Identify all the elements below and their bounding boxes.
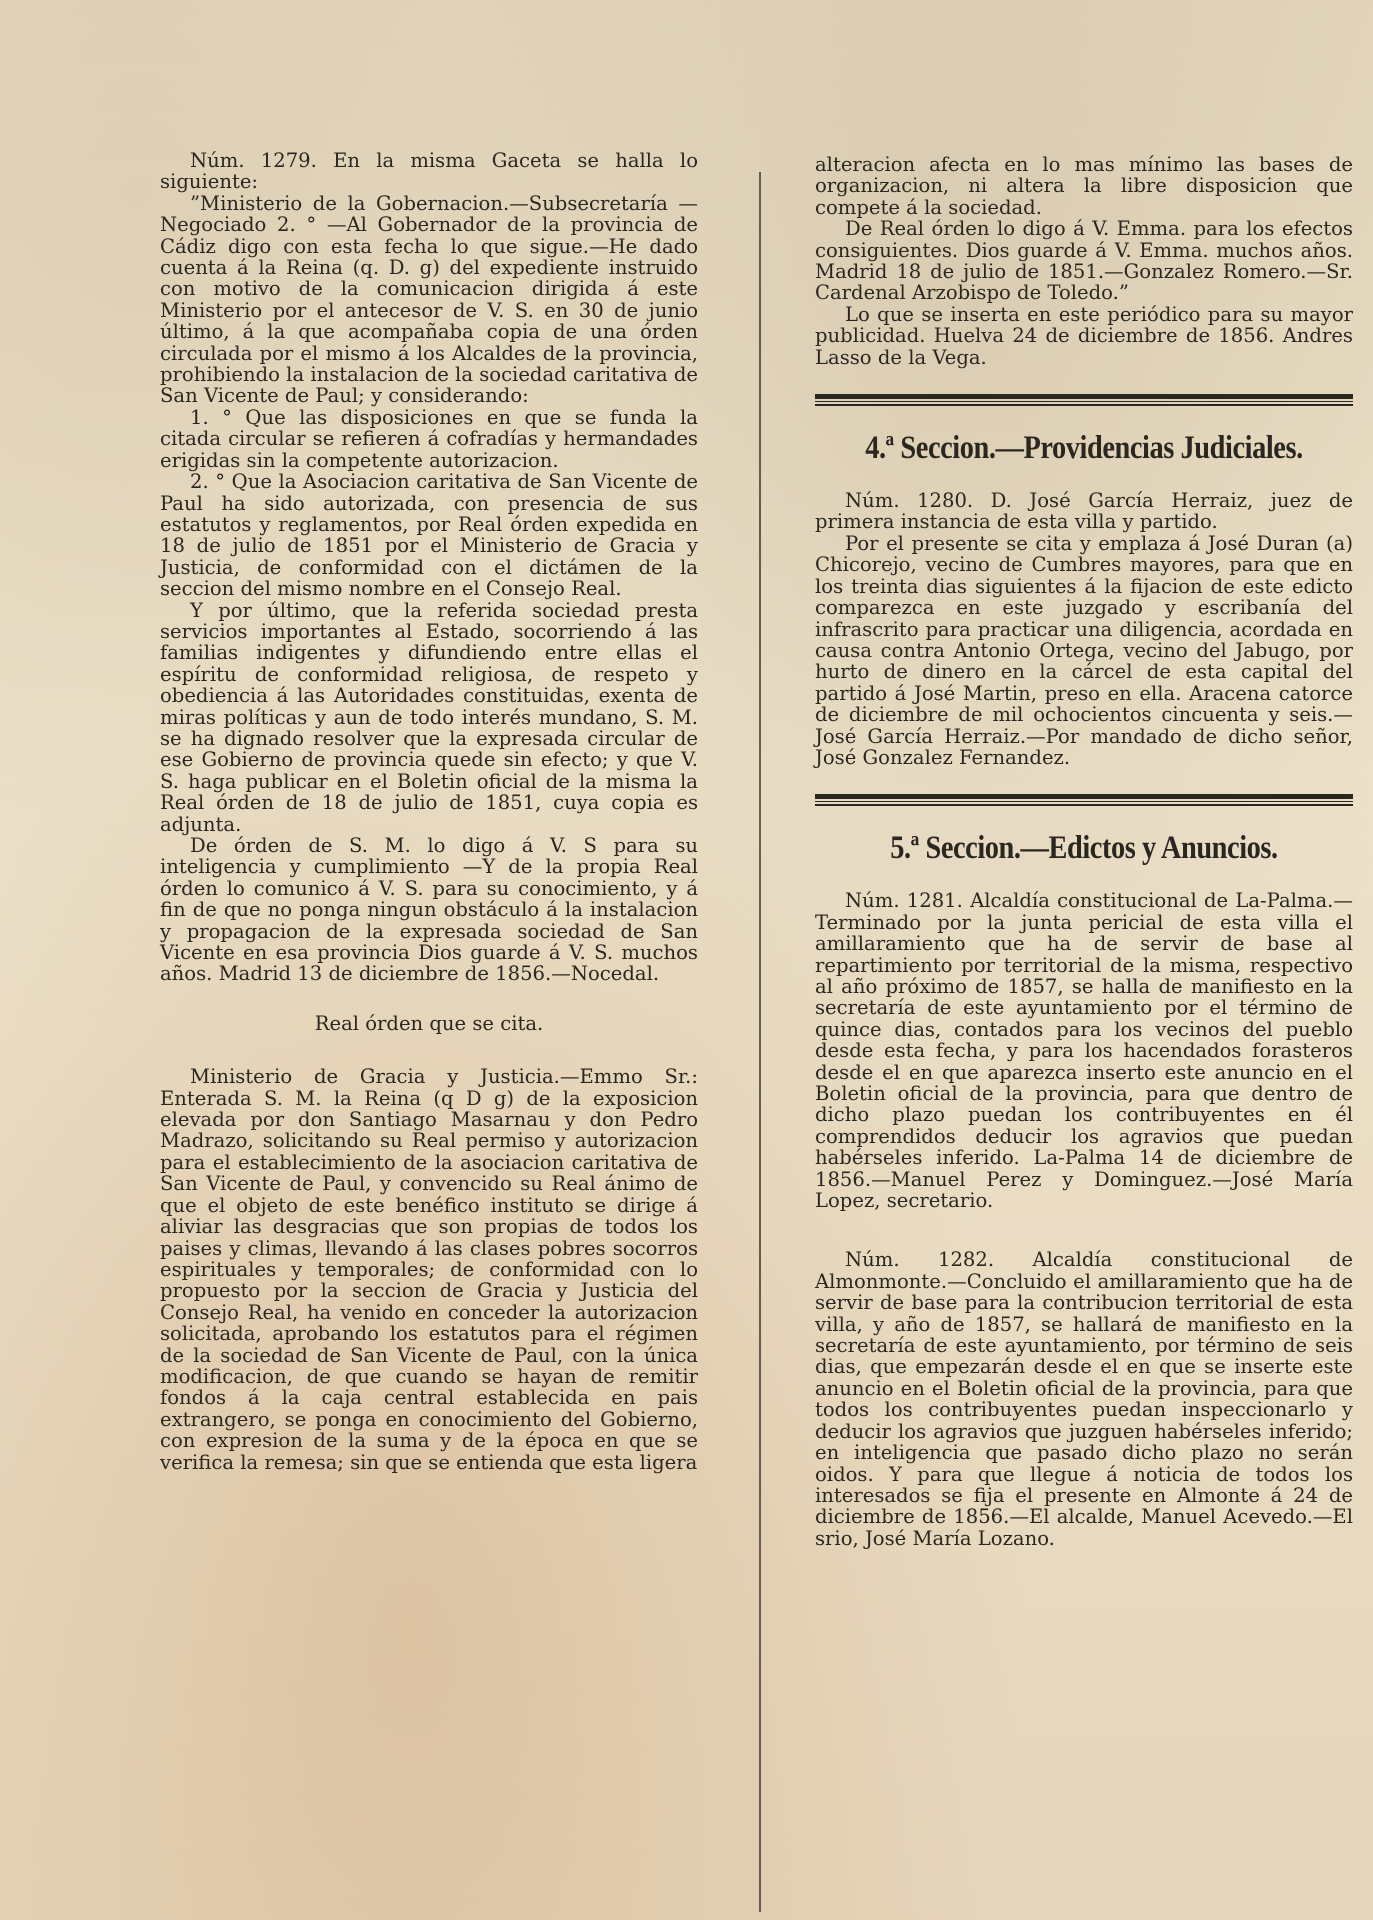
section-rule-5 <box>815 794 1353 806</box>
article-1279-closing: De órden de S. M. lo digo á V. S para su inteligencia y cumplimiento —Y de la propia Real órden lo comunico á V. S. para su conocimiento, y á fin de que no ponga ningun obstáculo á la instalacion y propagacion de la expresada sociedad de San Vicente en esa provincia Dios guarde á V. S. muchos años. Madrid 13 de diciembre de 1856.—Nocedal. <box>160 834 698 986</box>
right-column <box>815 154 1353 1549</box>
subheading-real-orden: Real órden que se cita. <box>314 1011 544 1035</box>
real-orden-signature: De Real órden lo digo á V. Emma. para los efectos consiguientes. Dios guarde á V. Emma. muchos años. Madrid 18 de julio de 1851.—Gonzalez Romero.—Sr. Cardenal Arzobispo de Toledo.” <box>815 217 1353 305</box>
section-5-heading: 5.ª Seccion.—Edictos y Anuncios. <box>890 830 1278 867</box>
article-1279-intro: Núm. 1279. En la misma Gaceta se halla lo siguiente: <box>160 149 698 194</box>
article-1279-body: ”Ministerio de la Gobernacion.—Subsecretaría —Negociado 2. ° —Al Gobernador de la provincia de Cádiz digo con esta fecha lo que sigue.—He dado cuenta á la Reina (q. D. g) del expediente instruido con motivo de la comunicacion dirigida á este Ministerio por el antecesor de V. S. en 30 de junio último, á la que acompañaba copia de una órden circulada por el mismo á los Alcaldes de la provincia, prohibiendo la instalacion de la sociedad caritativa de San Vicente de Paul; y considerando: <box>160 191 699 408</box>
article-1281: Núm. 1281. Alcaldía constitucional de La-Palma.—Terminado por la junta pericial de esta villa el amillaramiento que ha de servir de base al repartimiento por territorial de la misma, respectivo al año próximo de 1857, se halla de manifiesto en la secretaría de este ayuntamiento por el término de quince dias, contados para los vecinos del pueblo desde esta fecha, y para los hacendados forasteros desde el en que aparezca inserto este anuncio en el Boletin oficial de la provincia, para que dentro de dicho plazo puedan los contribuyentes en él comprendidos deducir los agravios que puedan habérseles inferido. La-Palma 14 de diciembre de 1856.—Manuel Perez y Dominguez.—José María Lopez, secretario. <box>815 889 1353 1213</box>
article-1279-point-1: 1. ° Que las disposiciones en que se funda la citada circular se refieren á cofradías y hermandades erigidas sin la competente autorizacion. <box>160 405 698 472</box>
article-1279-point-2: 2. ° Que la Asociacion caritativa de San Vicente de Paul ha sido autorizada, con presencia de sus estatutos y reglamentos, por Real órden expedida en 18 de julio de 1851 por el Ministerio de Gracia y Justicia, de conformidad con el dictámen de la seccion del mismo nombre en el Consejo Real. <box>160 470 698 601</box>
article-1280-body: Por el presente se cita y emplaza á José Duran (a) Chicorejo, vecino de Cumbres mayores, para que en los treinta dias siguientes á la fijacion de este edicto comparezca en este juzgado y escribanía del infrascrito para practicar una diligencia, acordada en causa contra Antonio Ortega, vecino del Jabugo, por hurto de dinero en la cárcel de esta capital del partido á José Martin, preso en ella. Aracena catorce de diciembre de mil ochocientos cincuenta y seis.—José García Herraiz.—Por mandado de dicho señor, José Gonzalez Fernandez. <box>815 531 1353 769</box>
real-orden-continuation: alteracion afecta en lo mas mínimo las bases de organizacion, ni altera la libre disposicion que compete á la sociedad. <box>815 153 1353 219</box>
column-divider <box>759 172 761 1912</box>
spacer <box>815 1211 1353 1249</box>
real-orden-body: Ministerio de Gracia y Justicia.—Emmo Sr.: Enterada S. M. la Reina (q D g) de la exposicion elevada por don Santiago Masarnau y don Pedro Madrazo, solicitando su Real permiso y autorizacion para el establecimiento de la asociacion caritativa de San Vicente de Paul, y convencido su Real ánimo de que el objeto de este benéfico instituto se dirige á aliviar las desgracias que son propias de todos los paises y climas, llevando á las clases pobres socorros espirituales y temporales; de conformidad con lo propuesto por la seccion de Gracia y Justicia del Consejo Real, ha venido en conceder la autorizacion solicitada, aprobando los estatutos para el régimen de la sociedad de San Vicente de Paul, con la única modificacion, de que cuando se hayan de remitir fondos á la caja central establecida en pais extrangero, se ponga en conocimiento del Gobierno, con expresion de la suma y de la época en que se verifica la remesa; sin que se entienda que esta ligera <box>160 1065 698 1474</box>
article-1282: Núm. 1282. Alcaldía constitucional de Almonmonte.—Concluido el amillaramiento que ha de servir de base para la contribucion territorial de esta villa, y año de 1857, se hallará de manifiesto en la secretaría de este ayuntamiento, por término de seis dias, que empezarán desde el en que se inserte este anuncio en el Boletin oficial de la provincia, para que todos los contribuyentes puedan inspeccionarlo y deducir los agravios que juzguen habérseles inferido; en inteligencia que pasado dicho plazo no serán oidos. Y para que llegue á noticia de todos los interesados se fija el presente en Almonte á 24 de diciembre de 1856.—El alcalde, Manuel Acevedo.—El srio, José María Lozano. <box>815 1248 1353 1550</box>
insertion-note: Lo que se inserta en este periódico para su mayor publicidad. Huelva 24 de diciembre de 1856. Andres Lasso de la Vega. <box>815 302 1353 369</box>
section-rule-4 <box>815 394 1353 406</box>
section-4-heading: 4.ª Seccion.—Providencias Judiciales. <box>865 430 1303 467</box>
left-column <box>160 150 698 1473</box>
article-1280-intro: Núm. 1280. D. José García Herraiz, juez de primera instancia de esta villa y partido. <box>815 489 1353 534</box>
article-1279-resolution: Y por último, que la referida sociedad presta servicios importantes al Estado, socorriendo á las familias indigentes y difundiendo entre ellas el espíritu de conformidad religiosa, de respeto y obediencia á las Autoridades constituidas, exenta de miras políticas y aun de todo interés mundano, S. M. se ha dignado resolver que la expresada circular de ese Gobierno de provincia quede sin efecto; y que V. S. haga publicar en el Boletin oficial de la misma la Real órden de 18 de julio de 1851, cuya copia es adjunta. <box>160 598 698 836</box>
